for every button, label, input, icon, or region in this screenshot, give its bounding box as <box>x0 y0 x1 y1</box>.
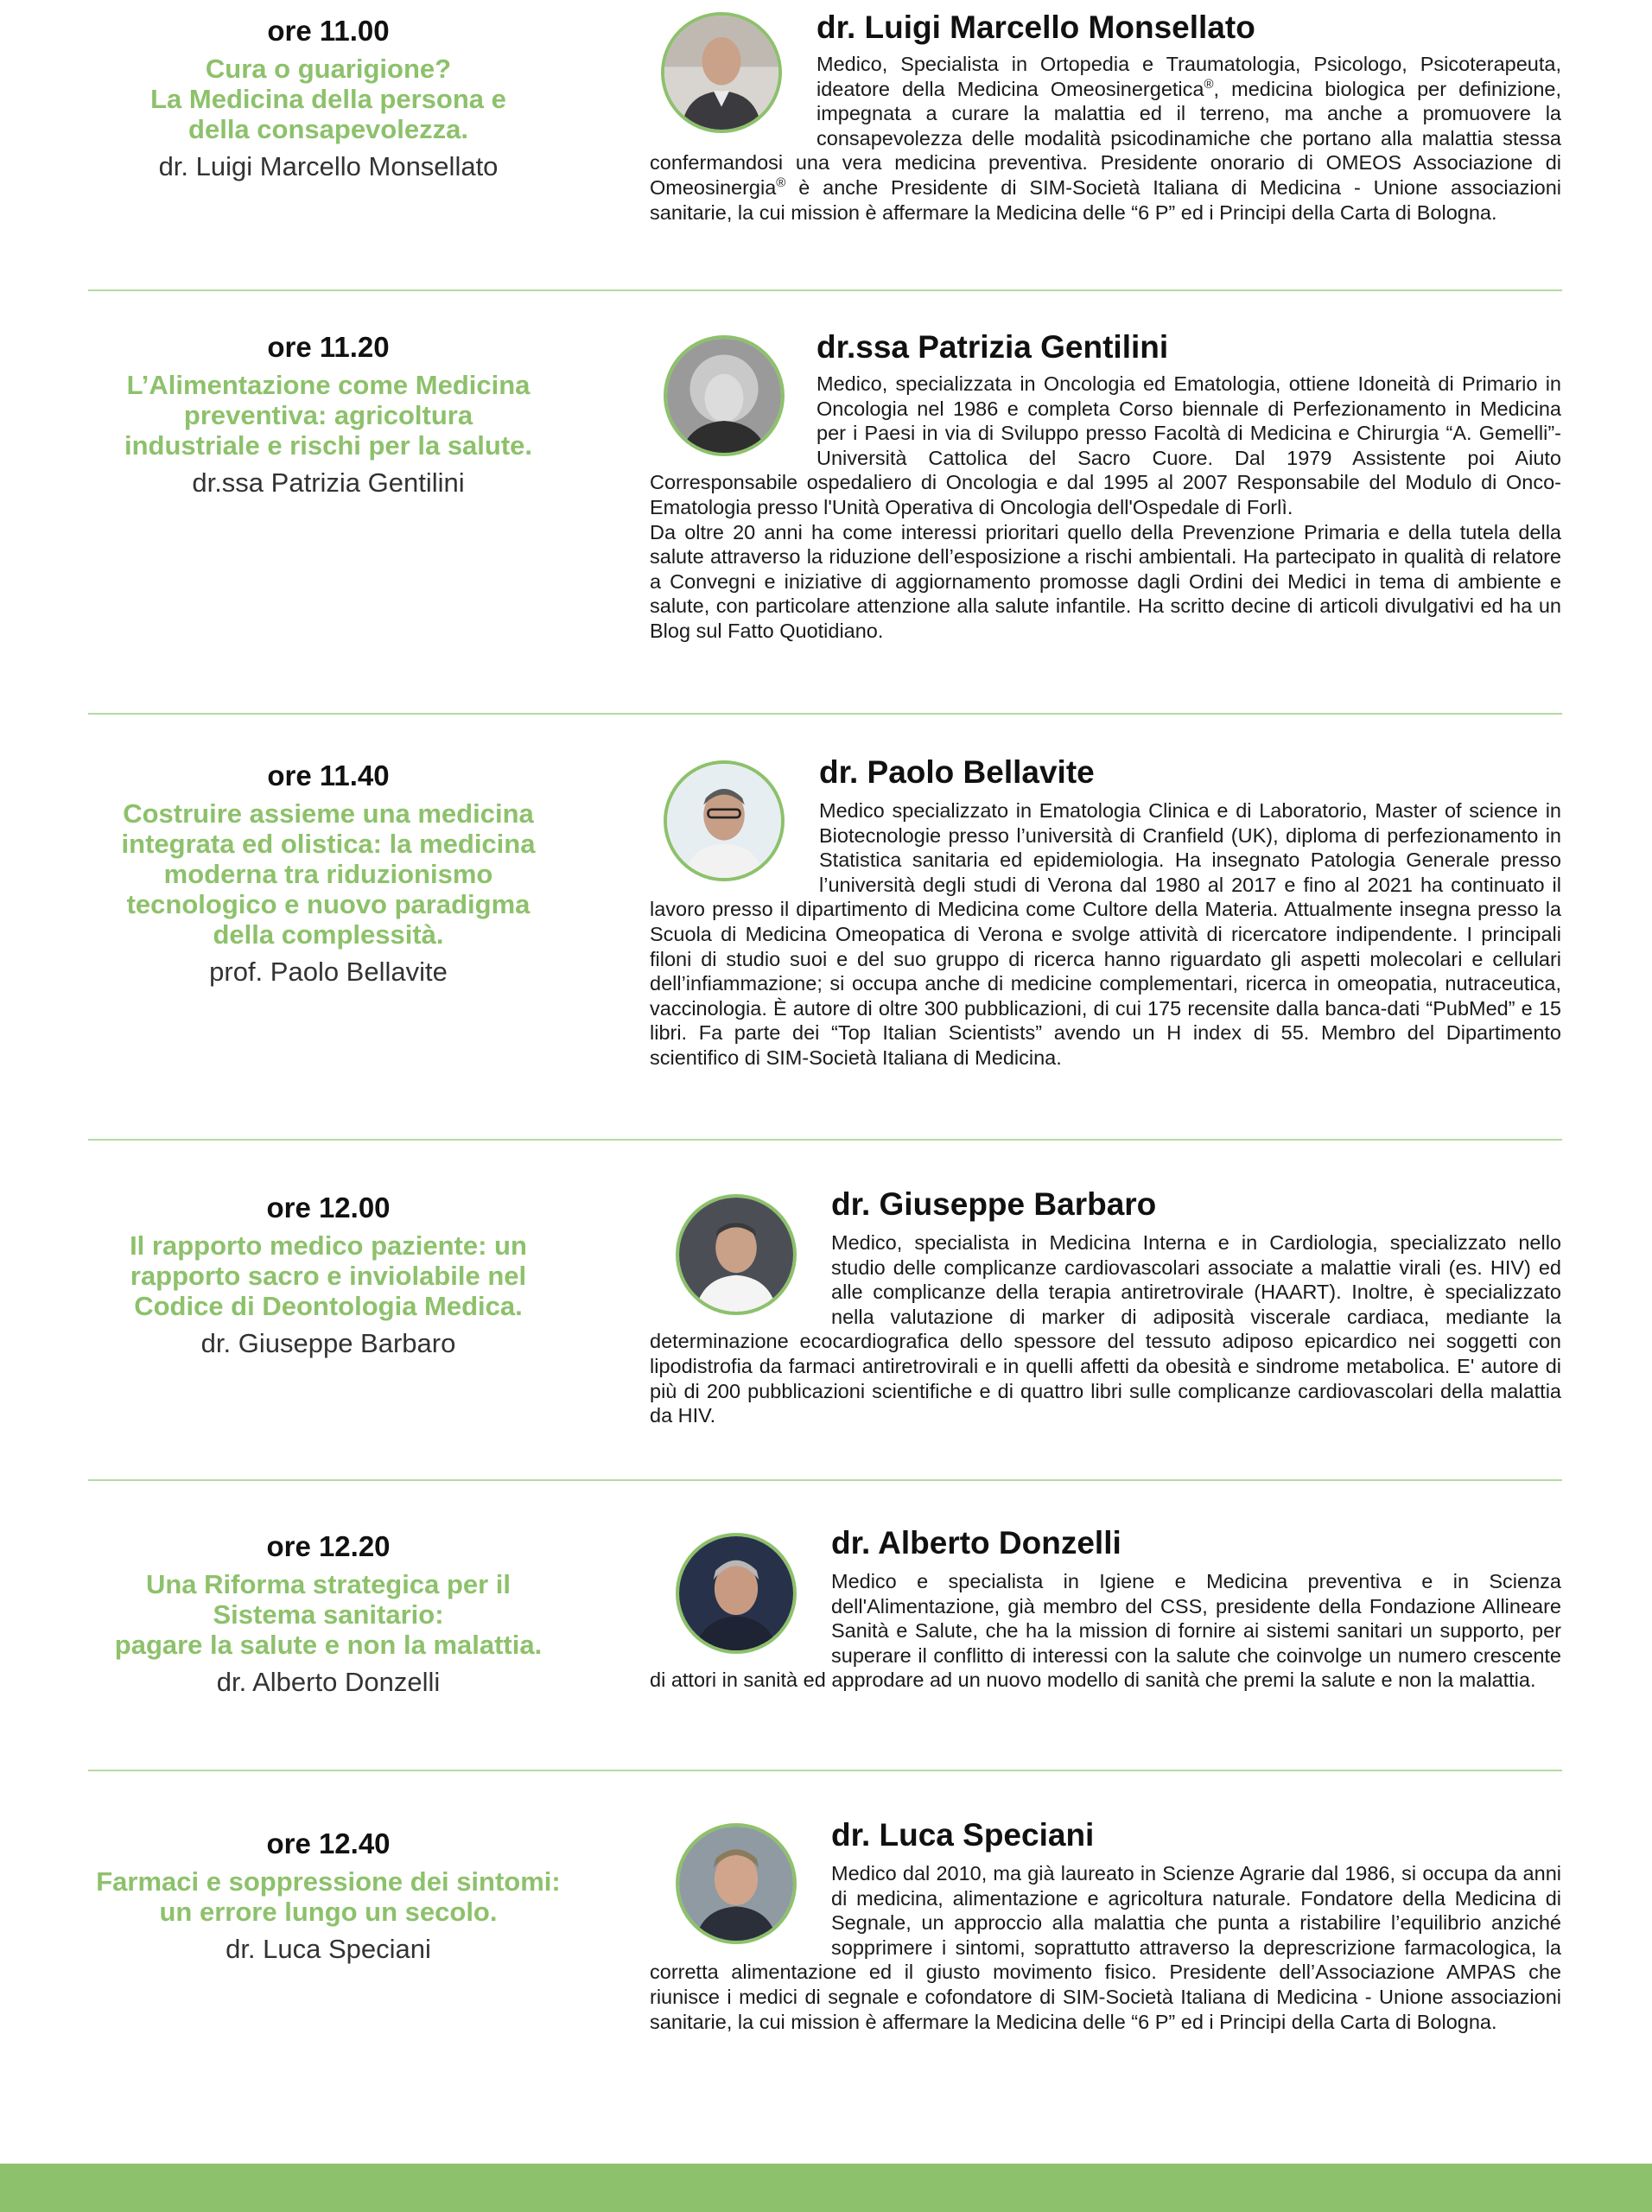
title-line: industriale e rischi per la salute. <box>124 430 533 461</box>
section-divider <box>88 1770 1562 1771</box>
session-title <box>52 798 605 950</box>
session-5-left <box>52 1529 605 1700</box>
session-time: ore 12.40 <box>266 1827 391 1859</box>
title-line: La Medicina della persona e <box>150 84 506 114</box>
bio-text: , medicina biologica per definizione, impegnata a curare la malattia ed il terreno, ma anche a promuovere la consapevolezza delle modalità psicodinamiche che portano alla malattia stessa confermandosi una vera medicina preventiva. Presidente onorario di OMEOS Associazione di Omeosinergia <box>650 77 1561 199</box>
session-speaker: dr. Giuseppe Barbaro <box>200 1328 456 1358</box>
speaker-name: dr. Paolo Bellavite <box>819 754 1095 790</box>
title-line: L’Alimentazione come Medicina <box>126 370 531 400</box>
section-divider <box>88 289 1562 291</box>
speaker-name: dr. Alberto Donzelli <box>831 1525 1121 1560</box>
session-3-left <box>52 759 605 989</box>
bio-text: Medico e specialista in Igiene e Medicina preventiva e in Scienza dell'Alimentazione, già membro del CSS, presidente della Fondazione Allineare Sanità e Salute, che ha la mission di fornire ai sistemi sanitari un supporto, per superare il conflitto di interessi con la salute che coinvolge un numero crescente di attori in sanità ed approdare ad un nuovo modello di sanità che premi la salute e non la malattia. <box>650 1570 1561 1692</box>
title-line: rapporto sacro e inviolabile nel <box>130 1261 527 1291</box>
session-title <box>52 54 605 144</box>
bio-text: Medico, Specialista in Ortopedia e Traumatologia, Psicologo, Psicoterapeuta, ideatore della Medicina Omeosinergetica <box>816 53 1561 100</box>
section-divider <box>88 1139 1562 1141</box>
speaker-bio <box>650 52 1561 225</box>
title-line: Una Riforma strategica per il <box>145 1569 511 1599</box>
title-line: moderna tra riduzionismo <box>163 859 493 889</box>
session-title <box>52 1866 605 1927</box>
session-4-left <box>52 1191 605 1361</box>
section-divider <box>88 713 1562 715</box>
session-speaker: dr.ssa Patrizia Gentilini <box>192 467 465 498</box>
speaker-bio <box>650 1861 1561 2034</box>
title-line: della complessità. <box>213 919 444 950</box>
title-line: Sistema sanitario: <box>213 1599 444 1630</box>
speaker-bio <box>650 1230 1561 1428</box>
title-line: della consapevolezza. <box>188 114 468 144</box>
title-line: un errore lungo un secolo. <box>159 1897 498 1927</box>
session-6-left <box>52 1827 605 1967</box>
section-divider <box>88 1479 1562 1481</box>
speaker-name: dr.ssa Patrizia Gentilini <box>816 329 1169 365</box>
title-line: pagare la salute e non la malattia. <box>114 1630 543 1660</box>
session-title <box>52 1569 605 1660</box>
session-speaker: prof. Paolo Bellavite <box>209 957 448 987</box>
session-speaker: dr. Luca Speciani <box>226 1934 431 1964</box>
bio-text: Medico, specializzata in Oncologia ed Ematologia, ottiene Idoneità di Primario in Oncologia nel 1986 e completa Corso biennale di Perfezionamento in Medicina per i Paesi in via di Sviluppo presso Facoltà di Medicina e Chirurgia “A. Gemelli”-Università Cattolica del Sacro Cuore. Dal 1979 Assistente poi Aiuto Corresponsabile ospedaliero di Oncologia e dal 1995 al 2007 Responsabile del Modulo di Onco-Ematologia presso l'Unità Operativa di Oncologia dell'Ospedale di Forlì. <box>650 372 1561 518</box>
speaker-name: dr. Giuseppe Barbaro <box>831 1186 1157 1222</box>
session-title <box>52 1230 605 1321</box>
session-speaker: dr. Alberto Donzelli <box>216 1667 441 1697</box>
session-time: ore 12.20 <box>266 1530 391 1562</box>
speaker-bio <box>650 1569 1561 1693</box>
bio-text: Medico, specialista in Medicina Interna e in Cardiologia, specializzato nello studio delle complicanze cardiovascolari associate a malattie virali (es. HIV) ed alle complicanze della terapia antiretrovirale (HAART). Inoltre, è specializzato nella valutazione di marker di adiposità viscerale cardiaca, mediante la determinazione ecocardiografica dello spessore del tessuto adiposo epicardico nei soggetti con lipodistrofia da farmaci antiretrovirali e in quelli affetti da obesità e sindrome metabolica. E' autore di più di 200 pubblicazioni scientifiche e di quattro libri sulle complicanze cardiovascolari della malattia da HIV. <box>650 1231 1561 1427</box>
session-time: ore 11.20 <box>267 331 390 363</box>
speaker-bio <box>650 798 1561 1071</box>
session-title <box>52 370 605 461</box>
session-time: ore 11.00 <box>267 15 390 47</box>
registered-mark: ® <box>776 175 786 191</box>
speaker-bio <box>650 372 1561 644</box>
bio-text: è anche Presidente di SIM-Società Italiana di Medicina - Unione associazioni sanitarie, la cui mission è affermare la Medicina delle “6 P” ed i Principi della Carta di Bologna. <box>650 175 1561 224</box>
footer-band <box>0 2164 1652 2212</box>
speaker-name: dr. Luca Speciani <box>831 1817 1095 1853</box>
session-2-left <box>52 330 605 500</box>
title-line: preventiva: agricoltura <box>183 400 473 430</box>
title-line: Costruire assieme una medicina <box>123 798 534 829</box>
title-line: tecnologico e nuovo paradigma <box>126 889 531 919</box>
bio-text: Da oltre 20 anni ha come interessi prioritari quello della Prevenzione Primaria e della tutela della salute attraverso la riduzione dell’esposizione a rischi ambientali. Ha partecipato in qualità di relatore a Convegni e iniziative di aggiornamento promosse dagli Ordini dei Medici in tema di ambiente e salute, con particolare attenzione alla salute infantile. Ha scritto decine di articoli divulgativi ed ha un Blog sul Fatto Quotidiano. <box>650 520 1561 642</box>
title-line: Il rapporto medico paziente: un <box>130 1230 527 1261</box>
title-line: integrata ed olistica: la medicina <box>121 829 536 859</box>
title-line: Farmaci e soppressione dei sintomi: <box>96 1866 561 1897</box>
speaker-name: dr. Luigi Marcello Monsellato <box>816 10 1255 45</box>
session-1-left <box>52 14 605 184</box>
title-line: Codice di Deontologia Medica. <box>134 1291 523 1321</box>
title-line: Cura o guarigione? <box>205 54 452 84</box>
bio-text: Medico specializzato in Ematologia Clinica e di Laboratorio, Master of science in Biotecnologie presso l’università di Cranfield (UK), diploma di perfezionamento in Statistica sanitaria ed epidemiologia. Ha insegnato Patologia Generale presso l’università degli studi di Verona dal 1980 al 2017 e fino al 2021 ha continuato il lavoro presso il dipartimento di Medicina come Cultore della Materia. Attualmente insegna presso la Scuola di Medicina Omeopatica di Verona e svolge attività di ricercatore indipendente. I principali filoni di studio suoi e del suo gruppo di ricerca hanno riguardato gli aspetti molecolari e cellulari dell’infiammazione; si occupa anche di medicine complementari, ricerca in omeopatia, nutraceutica, vaccinologia. È autore di oltre 300 pubblicazioni, di cui 175 recensite dalla banca-dati “PubMed” e 15 libri. Fa parte dei “Top Italian Scientists” avendo un H index di 55. Membro del Dipartimento scientifico di SIM-Società Italiana di Medicina. <box>650 799 1561 1069</box>
registered-mark: ® <box>1204 76 1214 92</box>
bio-text: Medico dal 2010, ma già laureato in Scienze Agrarie dal 1986, si occupa da anni di medicina, alimentazione e agricoltura naturale. Fondatore della Medicina di Segnale, un approccio alla malattia che punta a ristabilire l’equilibrio anziché sopprimere i sintomi, soprattutto attraverso la deprescrizione farmacologica, la corretta alimentazione ed il giusto movimento fisico. Presidente dell’Associazione AMPAS che riunisce i medici di segnale e cofondatore di SIM-Società Italiana di Medicina - Unione associazioni sanitarie, la cui mission è affermare la Medicina delle “6 P” ed i Principi della Carta di Bologna. <box>650 1862 1561 2033</box>
session-time: ore 11.40 <box>267 760 390 791</box>
session-time: ore 12.00 <box>266 1192 391 1224</box>
session-speaker: dr. Luigi Marcello Monsellato <box>158 151 499 181</box>
